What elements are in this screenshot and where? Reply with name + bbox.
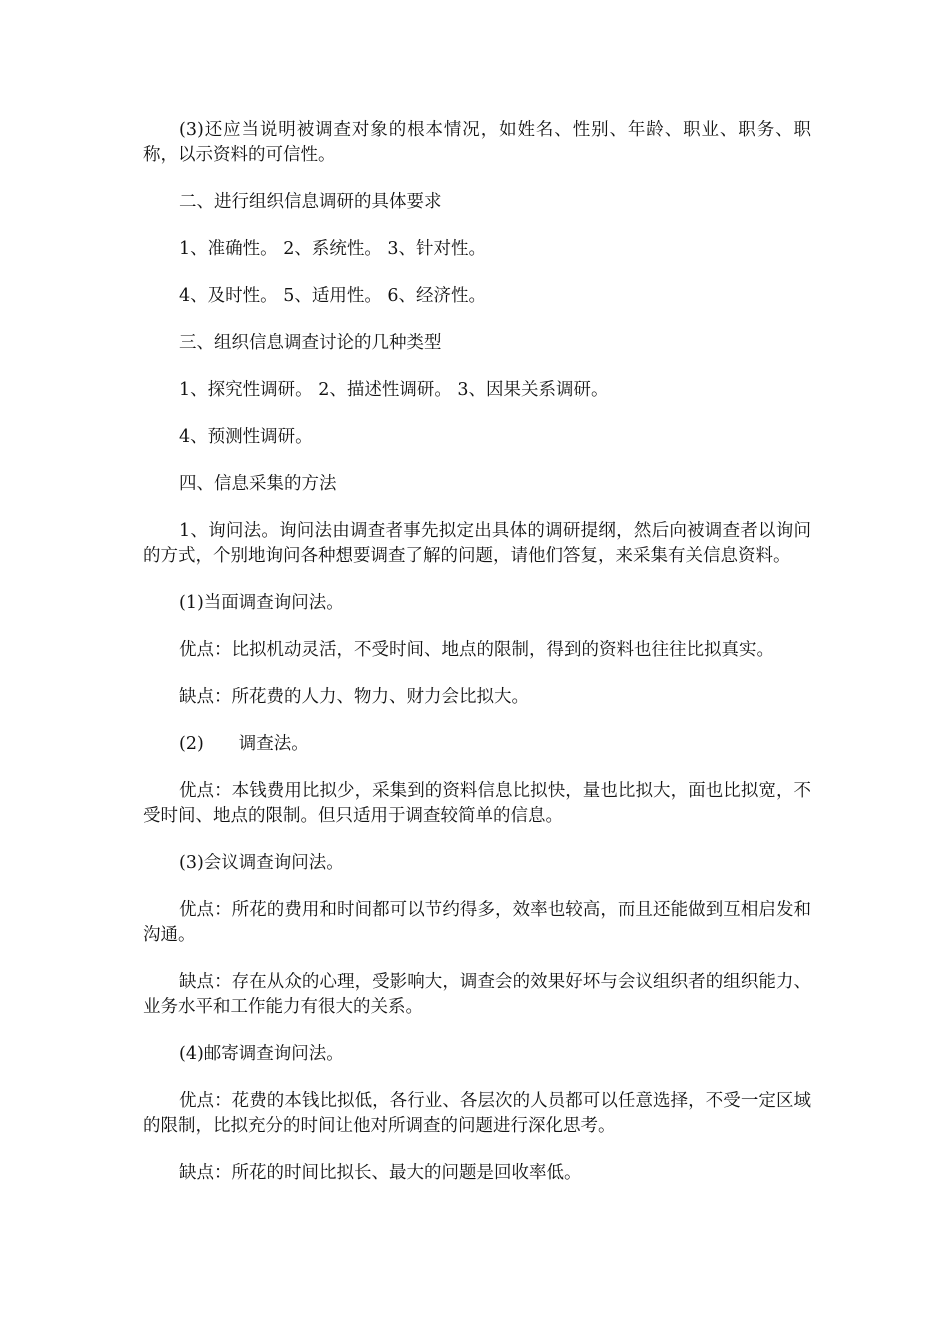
paragraph: 优点：花费的本钱比拟低，各行业、各层次的人员都可以任意选择，不受一定区域的限制，比拟充分的时间让他对所调查的问题进行深化思考。: [143, 1091, 811, 1136]
paragraph: 缺点：存在从众的心理，受影响大，调查会的效果好坏与会议组织者的组织能力、业务水平和工作能力有很大的关系。: [143, 972, 811, 1017]
paragraph: 缺点：所花费的人力、物力、财力会比拟大。: [179, 687, 529, 707]
paragraph: 优点：本钱费用比拟少，采集到的资料信息比拟快，量也比拟大，面也比拟宽，不受时间、地点的限制。但只适用于调查较简单的信息。: [143, 781, 811, 826]
paragraph: (3)还应当说明被调查对象的根本情况，如姓名、性别、年龄、职业、职务、职称，以示资料的可信性。: [143, 120, 811, 165]
list-line: 1、准确性。 2、系统性。 3、针对性。: [179, 239, 487, 259]
paragraph: 1、询问法。询问法由调查者事先拟定出具体的调研提纲，然后向被调查者以询问的方式，个别地询问各种想要调查了解的问题，请他们答复，来采集有关信息资料。: [143, 521, 811, 566]
section-heading: 四、信息采集的方法: [179, 474, 337, 494]
paragraph: 缺点：所花的时间比拟长、最大的问题是回收率低。: [179, 1163, 582, 1183]
section-heading: 三、组织信息调查讨论的几种类型: [179, 333, 442, 353]
list-line: 4、预测性调研。: [179, 427, 313, 447]
sub-heading: (4)邮寄调查询问法。: [179, 1044, 344, 1064]
sub-heading: (2) 调查法。: [179, 734, 309, 754]
list-line: 4、及时性。 5、适用性。 6、经济性。: [179, 286, 487, 306]
paragraph: 优点：所花的费用和时间都可以节约得多，效率也较高，而且还能做到互相启发和沟通。: [143, 900, 811, 945]
sub-heading: (3)会议调查询问法。: [179, 853, 344, 873]
document-page: [143, 118, 811, 1208]
paragraph: 优点：比拟机动灵活，不受时间、地点的限制，得到的资料也往往比拟真实。: [179, 640, 774, 660]
list-line: 1、探究性调研。 2、描述性调研。 3、因果关系调研。: [179, 380, 609, 400]
sub-heading: (1)当面调查询问法。: [179, 593, 344, 613]
section-heading: 二、进行组织信息调研的具体要求: [179, 192, 442, 212]
